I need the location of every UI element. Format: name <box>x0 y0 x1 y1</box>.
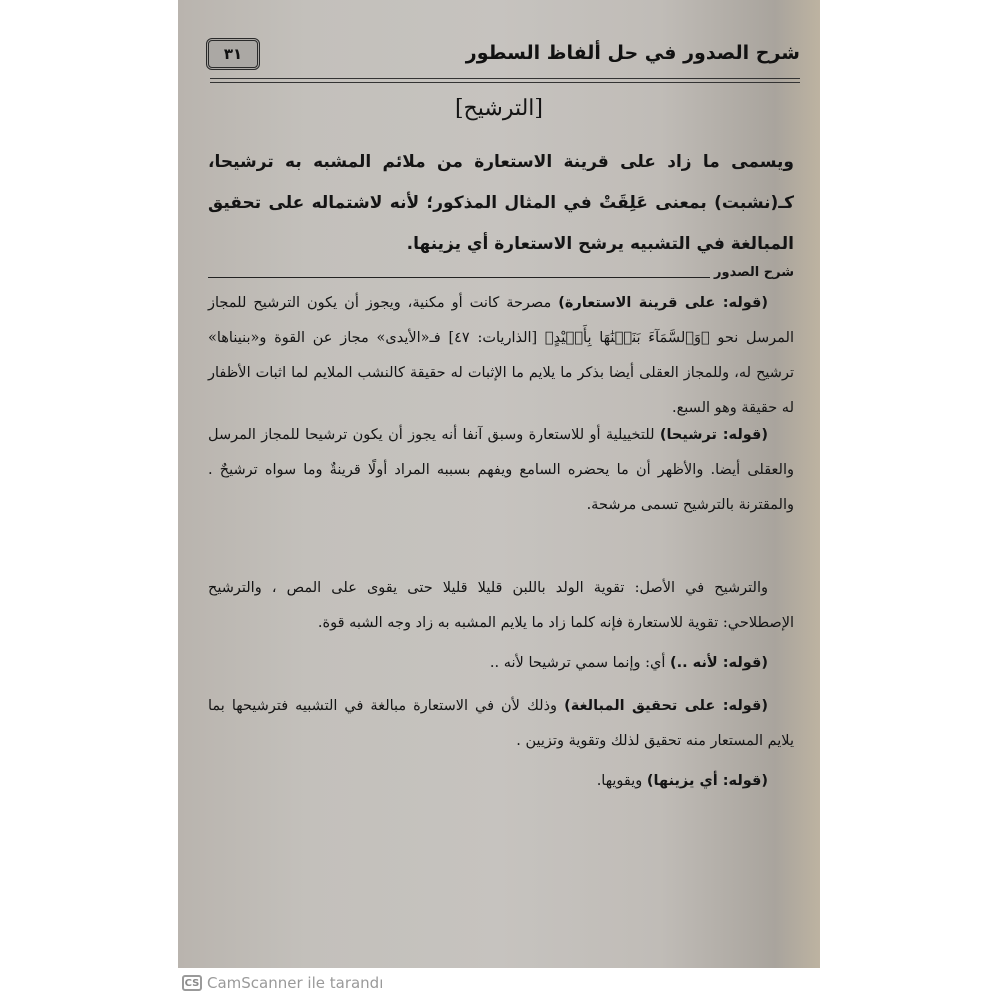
page-number: ٣١ <box>206 38 260 70</box>
running-header <box>206 36 800 80</box>
commentary-paragraph <box>208 286 794 426</box>
commentary-paragraph <box>208 571 794 641</box>
commentary-paragraph <box>208 418 794 523</box>
commentary-paragraph <box>208 689 794 759</box>
main-text: ويسمى ما زاد على قرينة الاستعارة من ملائم المشبه به ترشيحا، كـ(نشبت) بمعنى عَلِقَتْ في المثال المذكور؛ لأنه لاشتماله على تحقيق المبالغة في التشبيه يرشح الاستعارة أي يزينها. <box>208 152 794 254</box>
scanned-page-photo <box>178 0 820 968</box>
paragraph-text: مصرحة كانت أو مكنية، ويجوز أن يكون الترشيح للمجاز المرسل نحو ﴿وَٱلسَّمَآءَ بَنَيۡنَٰهَا بِأَيۡيْدٍ﴾ [الذاريات: ٤٧] فـ«الأيدى» مجاز عن القوة و«بنيناها» ترشيح له، وللمجاز العقلى أيضا بذكر ما يلايم ما الإثبات له حقيقة كالنشب الملايم لما اثبات الأظفار له حقيقة وهو السبع. <box>208 295 794 416</box>
book-page <box>178 0 820 968</box>
book-title: شرح الصدور في حل ألفاظ السطور <box>465 42 800 64</box>
commentary-paragraph <box>208 646 794 681</box>
commentary-label: شرح الصدور <box>714 264 794 280</box>
lemma: (قوله: أي يزينها) <box>646 773 768 789</box>
section-title: [الترشيح] <box>454 96 544 121</box>
header-double-rule <box>210 78 800 83</box>
paragraph-text: وذلك لأن في الاستعارة مبالغة في التشبيه فترشيحها بما يلايم المستعار منه تحقيق لذلك وتقوية وتزيين . <box>208 698 794 749</box>
paragraph-text: أي: وإنما سمي ترشيحا لأنه .. <box>489 655 670 671</box>
paragraph-text: ويقويها. <box>596 773 647 789</box>
lemma: (قوله: لأنه ..) <box>669 655 768 671</box>
paragraph-text: والترشيح في الأصل: تقوية الولد باللبن قليلا قليلا حتى يقوى على المص ، والترشيح الإصطلاحي: تقوية للاستعارة فإنه كلما زاد ما يلايم المشبه به زاد وجه الشبه قوة. <box>208 580 794 631</box>
commentary-paragraph <box>208 764 794 799</box>
lemma: (قوله: على تحقيق المبالغة) <box>564 698 768 714</box>
lemma: (قوله: ترشيحا) <box>659 427 768 443</box>
camscanner-icon: CS <box>182 975 202 991</box>
divider-line <box>208 277 710 278</box>
lemma: (قوله: على قرينة الاستعارة) <box>558 295 768 311</box>
scanner-text: CamScanner ile tarandı <box>207 974 384 992</box>
paragraph-text: للتخييلية أو للاستعارة وسبق آنفا أنه يجوز أن يكون ترشيحا للمجاز المرسل والعقلى أيضا. والأظهر أن ما يحضره السامع ويفهم بسببه المراد أولًا قرينةٌ وما سواه ترشيحٌ . والمقترنة بالترشيح تسمى مرشحة. <box>208 427 794 513</box>
commentary-divider <box>208 262 794 282</box>
scanner-watermark <box>182 972 383 994</box>
